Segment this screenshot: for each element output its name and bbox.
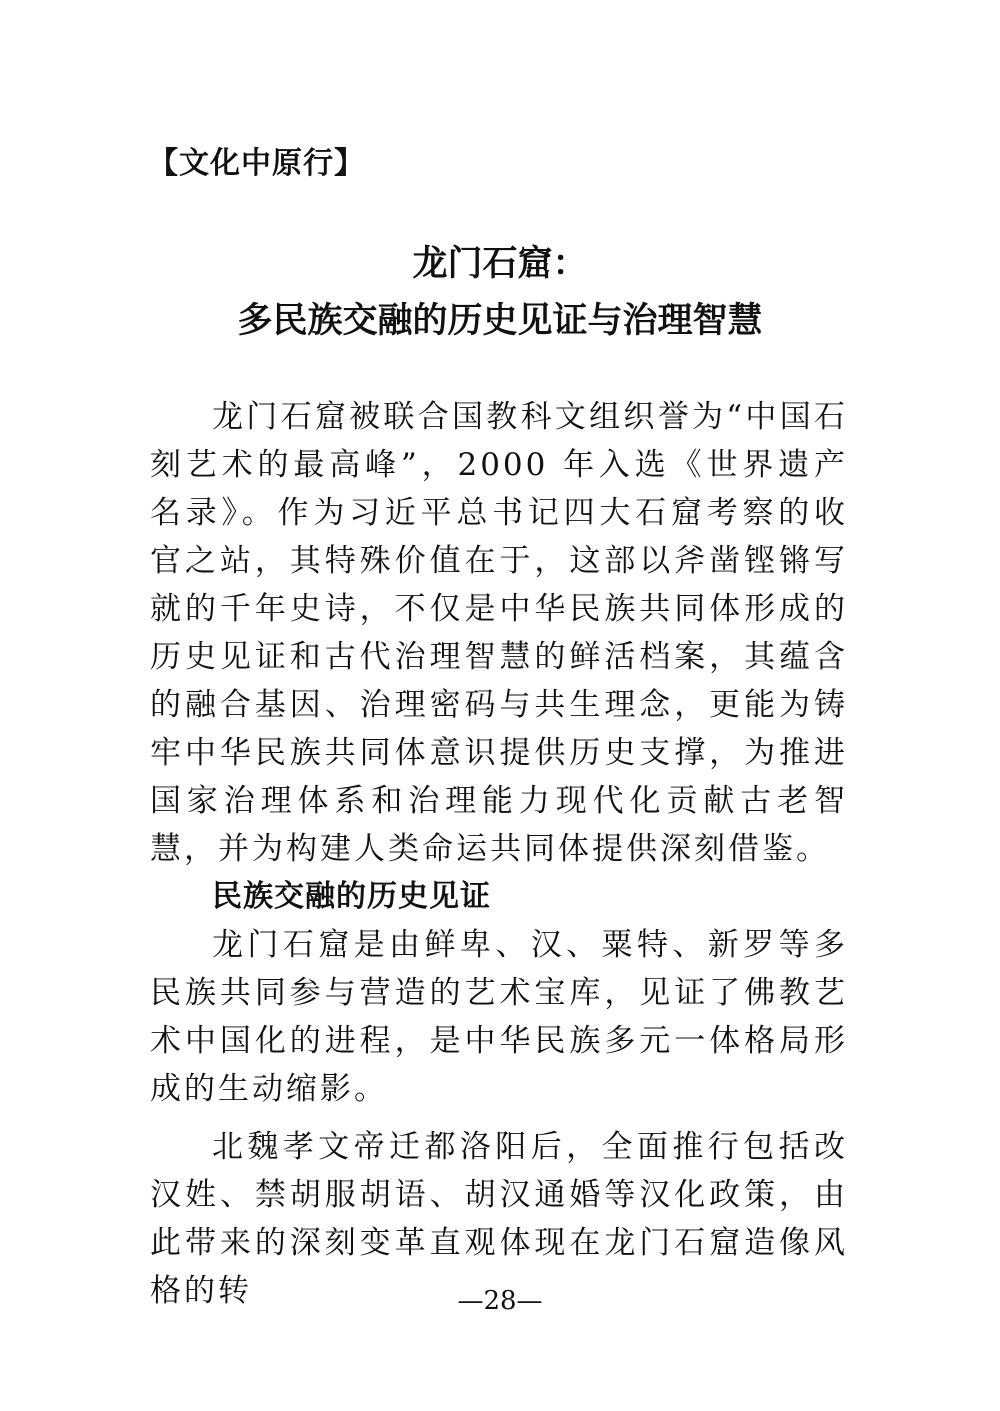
section-heading: 民族交融的历史见证 — [212, 879, 491, 914]
paragraph-intro: 龙门石窟被联合国教科文组织誉为“中国石刻艺术的最高峰”，2000 年入选《世界遗产名录》。作为习近平总书记四大石窟考察的收官之站，其特殊价值在于，这部以斧凿铿锵写就的千年史诗，不仅是中华民族共同体形成的历史见证和古代治理智慧的鲜活档案，其蕴含的融合基因、治理密码与共生理念，更能为铸牢中华民族共同体意识提供历史支撑，为推进国家治理体系和治理能力现代化贡献古老智慧，并为构建人类命运共同体提供深刻借鉴。 — [150, 399, 848, 867]
article-body — [150, 393, 848, 1315]
paragraph-section-2: 北魏孝文帝迁都洛阳后，全面推行包括改汉姓、禁胡服胡语、胡汉通婚等汉化政策，由此带来的深刻变革直观体现在龙门石窟造像风格的转 — [150, 1129, 848, 1309]
article-title-line-1: 龙门石窟： — [412, 244, 588, 284]
column-tag: 【文化中原行】 — [148, 146, 365, 181]
article-title-line-2: 多民族交融的历史见证与治理智慧 — [237, 301, 763, 341]
page-number: —28— — [457, 1286, 543, 1316]
paragraph-section-1: 龙门石窟是由鲜卑、汉、粟特、新罗等多民族共同参与营造的艺术宝库，见证了佛教艺术中国化的进程，是中华民族多元一体格局形成的生动缩影。 — [150, 927, 848, 1107]
